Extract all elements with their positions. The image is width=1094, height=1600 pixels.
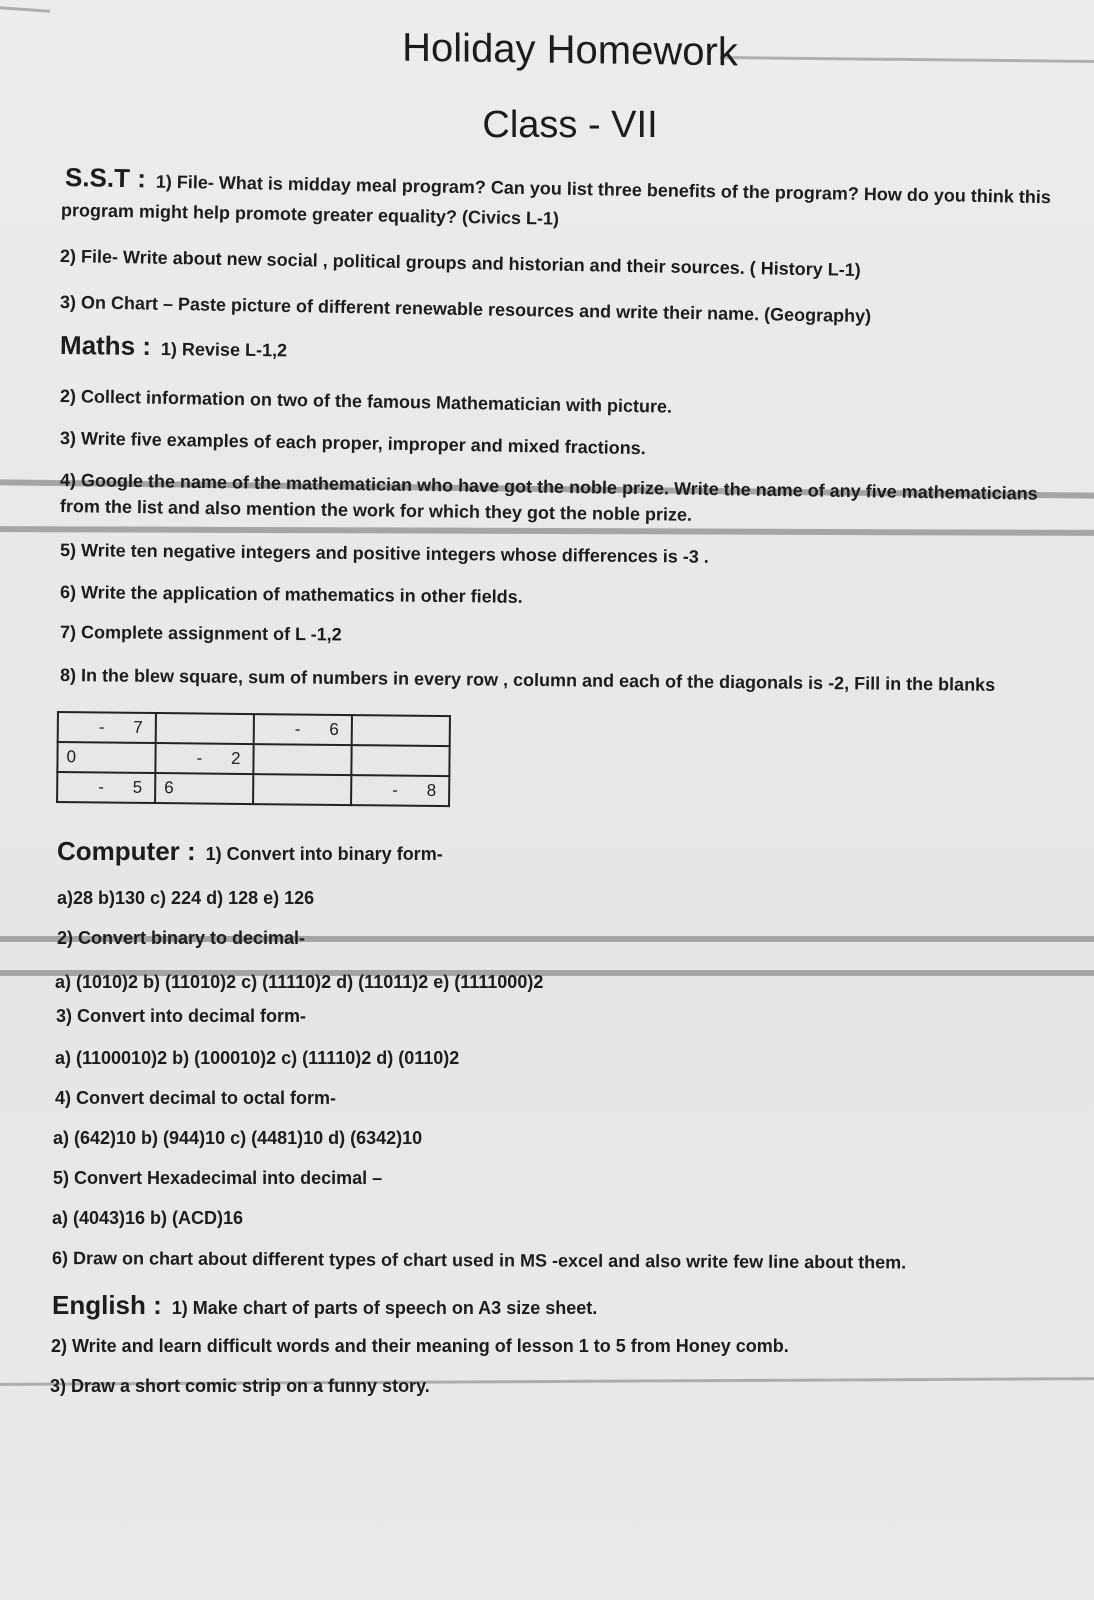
- english-item: 3) Draw a short comic strip on a funny story.: [50, 1376, 430, 1396]
- computer-item: 6) Draw on chart about different types of chart used in MS -excel and also write few line about them.: [51, 1248, 907, 1273]
- sst-item: 1) File- What is midday meal program? Can you list three benefits of the program? How do you think this: [155, 171, 1051, 208]
- maths-item: from the list and also mention the work for which they got the noble prize.: [59, 496, 693, 525]
- computer-item: a) (642)10 b) (944)10 c) (4481)10 d) (6342)10: [53, 1128, 423, 1148]
- maths-item: 6) Write the application of mathematics in other fields.: [59, 582, 523, 607]
- sst-item: 3) On Chart – Paste picture of different renewable resources and write their name. (Geography): [59, 292, 872, 327]
- magic-square-cell: [156, 713, 254, 744]
- minus-sign: -: [98, 717, 105, 737]
- computer-item: 2) Convert binary to decimal-: [57, 928, 306, 948]
- class-label: Class - VII: [482, 104, 658, 146]
- cell-value: 7: [133, 717, 143, 737]
- maths-item: 3) Write five examples of each proper, improper and mixed fractions.: [59, 428, 646, 459]
- english-item: 1) Make chart of parts of speech on A3 size sheet.: [171, 1298, 598, 1318]
- minus-sign: -: [392, 780, 398, 800]
- cell-value: 2: [230, 748, 241, 768]
- cell-value: 6: [329, 719, 339, 739]
- minus-sign: -: [196, 748, 203, 768]
- page-title: Holiday Homework: [402, 25, 738, 75]
- magic-square-cell: [253, 744, 351, 775]
- computer-item: a)28 b)130 c) 224 d) 128 e) 126: [57, 888, 315, 908]
- magic-square-cell: [253, 774, 351, 805]
- magic-square-row: [57, 772, 449, 806]
- computer-line-1: [57, 836, 443, 867]
- cell-value: 5: [132, 777, 143, 797]
- maths-item: 8) In the blew square, sum of numbers in every row , column and each of the diagonals is -2, Fill in the blanks: [59, 665, 996, 695]
- maths-item: 4) Google the name of the mathematician who have got the noble prize. Write the name of any five mathematicians: [59, 470, 1038, 504]
- crease-line: [0, 6, 50, 12]
- magic-square-cell: [351, 775, 449, 806]
- magic-square-cell: [57, 772, 155, 803]
- computer-item: 4) Convert decimal to octal form-: [55, 1088, 337, 1108]
- magic-square-cell: [58, 712, 156, 743]
- magic-square-row: [57, 742, 449, 776]
- cell-value: 8: [426, 780, 437, 800]
- magic-square-table: [56, 711, 451, 807]
- maths-item: 5) Write ten negative integers and positive integers whose differences is -3 .: [59, 540, 709, 567]
- computer-heading: Computer :: [57, 836, 196, 866]
- magic-square-row: [58, 712, 450, 746]
- minus-sign: -: [98, 777, 104, 797]
- computer-item: a) (1010)2 b) (11010)2 c) (11110)2 d) (11011)2 e) (1111000)2: [55, 972, 544, 992]
- computer-item: 5) Convert Hexadecimal into decimal –: [53, 1168, 383, 1188]
- magic-square-cell: [254, 714, 352, 745]
- english-heading: English :: [52, 1290, 162, 1320]
- maths-heading: Maths :: [59, 330, 152, 361]
- magic-square-cell: [351, 745, 449, 776]
- maths-item: 2) Collect information on two of the famous Mathematician with picture.: [59, 386, 673, 417]
- sst-item: program might help promote greater equality? (Civics L-1): [60, 200, 560, 229]
- cell-value: 6: [164, 778, 174, 798]
- sst-heading: S.S.T :: [64, 162, 147, 194]
- maths-item: 7) Complete assignment of L -1,2: [59, 622, 342, 645]
- maths-line-1: [60, 330, 287, 363]
- magic-square-cell: [352, 715, 450, 746]
- english-item: 2) Write and learn difficult words and their meaning of lesson 1 to 5 from Honey comb.: [51, 1336, 789, 1356]
- computer-item: 3) Convert into decimal form-: [56, 1006, 307, 1026]
- crease-line: [0, 526, 1094, 536]
- computer-item: a) (4043)16 b) (ACD)16: [52, 1208, 244, 1228]
- minus-sign: -: [294, 719, 301, 739]
- english-line-1: [52, 1290, 597, 1321]
- maths-item: 1) Revise L-1,2: [160, 339, 288, 361]
- sst-item: 2) File- Write about new social , political groups and historian and their sources. ( History L-1): [59, 246, 861, 280]
- magic-square-cell: [57, 742, 155, 773]
- magic-square-cell: [155, 743, 253, 774]
- computer-item: a) (1100010)2 b) (100010)2 c) (11110)2 d) (0110)2: [55, 1048, 460, 1068]
- magic-square-cell: [155, 773, 253, 804]
- computer-item: 1) Convert into binary form-: [205, 844, 443, 864]
- cell-value: 0: [66, 747, 77, 767]
